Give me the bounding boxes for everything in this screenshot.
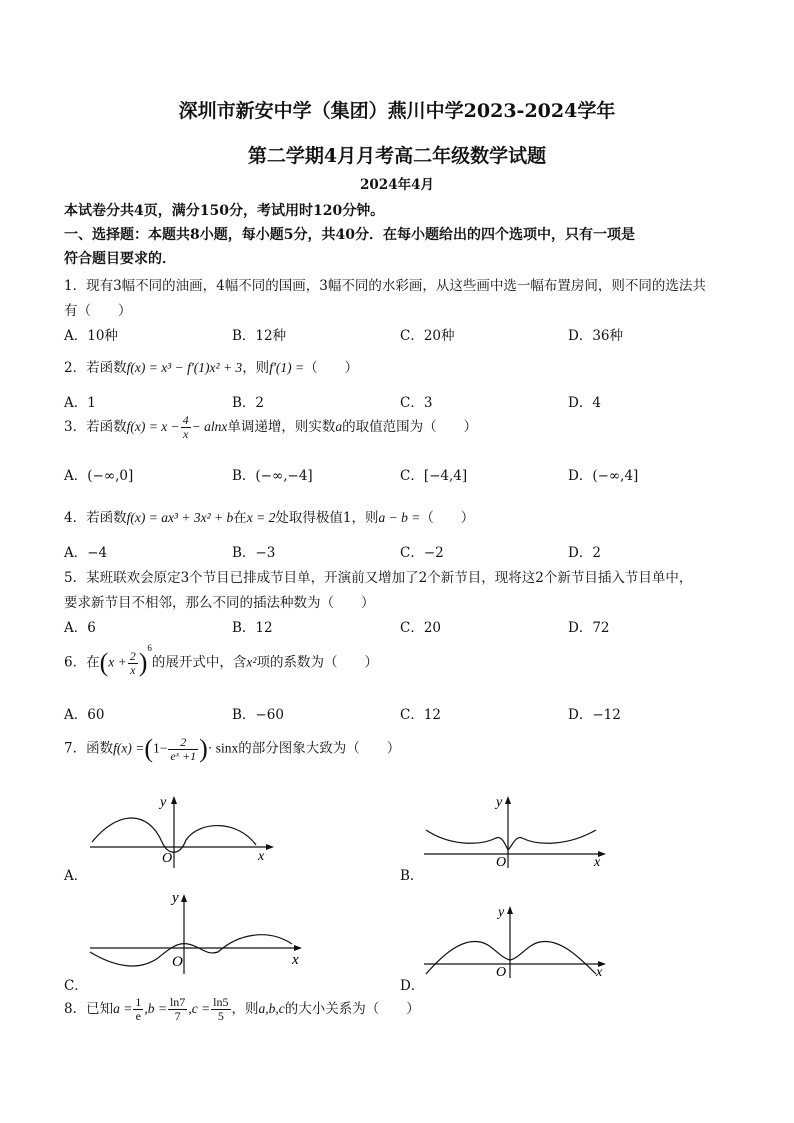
q7-frac-den: eˣ +1	[170, 748, 197, 763]
exam-date: 2024年4月	[360, 177, 434, 193]
q7-graph-c-y-label: y	[172, 890, 179, 906]
q4-option-d: D．2	[568, 545, 601, 561]
q6-option-b: B．−60	[232, 707, 284, 723]
q4-mid2: 处取得极值1，则	[275, 510, 379, 526]
q5-text-line2: 要求新节目不相邻，那么不同的插法种数为（ ）	[64, 595, 375, 611]
q6-term: x²	[246, 654, 257, 670]
q1-text-line1: 1．现有3幅不同的油画，4幅不同的国画，3幅不同的水彩画，从这些画中选一幅布置房间，则不同的选法共	[64, 278, 706, 294]
q3-suffix: 的取值范围为（ ）	[342, 419, 478, 435]
q3-mid: 单调递增，则实数	[227, 419, 336, 435]
q2-option-c: C．3	[400, 395, 433, 411]
q8-a-frac	[133, 996, 143, 1023]
q3-prefix: 3．若函数	[64, 419, 127, 435]
q8-prefix: 8．已知	[64, 1001, 114, 1017]
q5-option-a: A．6	[64, 620, 96, 636]
q7-graph-d-y-label: y	[498, 905, 505, 920]
q6-mid: 的展开式中，含	[151, 654, 247, 671]
q8-c-den: 5	[217, 1009, 224, 1023]
q8-b-eq: ,b =	[144, 1001, 167, 1016]
q6-suffix: 项的系数为（ ）	[256, 654, 378, 671]
q7-graph-b-x-label: x	[594, 855, 601, 870]
q3-f-left: f(x) = x −	[126, 419, 180, 434]
q8-vars: a,b,c	[258, 1001, 285, 1016]
q4-option-c: C．−2	[400, 545, 444, 561]
q6-option-c: C．12	[400, 707, 442, 723]
q1-option-d: D．36种	[568, 328, 624, 344]
q7-graph-c-x-label: x	[292, 952, 299, 968]
q7-label-a: A．	[64, 868, 88, 884]
q4-prefix: 4．若函数	[64, 510, 127, 526]
section1-heading-b: 符合题目要求的．	[64, 251, 176, 267]
q8-mid: ，则	[231, 1001, 259, 1017]
section1-heading-a: 一、选择题：本题共8小题，每小题5分，共40分．在每小题给出的四个选项中，只有一项是	[64, 227, 635, 243]
q3-option-c: C．[−4,4]	[400, 468, 468, 484]
q4-formula: f(x) = ax³ + 3x² + b	[126, 510, 234, 525]
q4-suffix: （ ）	[420, 510, 475, 526]
q8-a-eq: a =	[113, 1001, 133, 1016]
q4-cond: x = 2	[246, 510, 276, 525]
q4-ask: a − b =	[378, 510, 421, 525]
q4-option-a: A．−4	[64, 545, 108, 561]
q3-option-d: D．(−∞,4]	[568, 468, 639, 484]
q3-fraction	[181, 414, 191, 441]
q2-stem	[64, 356, 358, 376]
q2-prefix: 2．若函数	[64, 360, 127, 376]
q7-label-b: B．	[400, 868, 424, 884]
q6-inner: x +	[108, 654, 127, 670]
q6-frac-num: 2	[129, 648, 136, 663]
q7-prefix: 7．函数	[64, 740, 114, 757]
q7-graph-a-x-label: x	[258, 849, 265, 864]
exam-title-line2: 第二学期4月月考高二年级数学试题	[247, 145, 547, 167]
q3-option-b: B．(−∞,−4]	[232, 468, 313, 484]
q2-option-a: A．1	[64, 395, 96, 411]
q1-option-b: B．12种	[232, 328, 287, 344]
q4-stem	[64, 506, 474, 526]
q3-option-a: A．(−∞,0]	[64, 468, 134, 484]
q7-f-left: f(x) =	[113, 740, 145, 756]
q7-graph-b-origin: O	[496, 855, 507, 870]
q1-option-a: A．10种	[64, 328, 118, 344]
q3-frac-den: x	[183, 427, 189, 441]
q3-var: a	[335, 419, 343, 434]
q2-option-b: B．2	[232, 395, 265, 411]
q7-label-d: D．	[400, 978, 425, 994]
q8-b-num: ln7	[169, 995, 186, 1009]
q7-suffix: 的部分图象大致为（ ）	[238, 740, 401, 757]
q7-frac-num: 2	[168, 736, 198, 750]
exam-notice: 本试卷分共4页，满分150分，考试用时120分钟。	[64, 203, 385, 219]
q7-graph-d-origin: O	[496, 965, 507, 980]
q4-option-b: B．−3	[232, 545, 276, 561]
q3-f-right: − alnx	[191, 419, 228, 434]
q5-option-d: D．72	[568, 620, 610, 636]
q6-stem: 6．在(x + $\frac{2}{x}$ )$^6$的展开式中，含x²项的系数为（ ）	[64, 643, 378, 677]
q5-option-b: B．12	[232, 620, 273, 636]
q7-graph-b-y-label: y	[496, 795, 503, 810]
q3-stem	[64, 414, 477, 441]
q2-option-d: D．4	[568, 395, 601, 411]
q7-graph-c-origin: O	[172, 954, 183, 970]
q7-graph-a-y-label: y	[160, 795, 167, 810]
q8-c-frac	[211, 996, 230, 1023]
q8-a-den: e	[135, 1009, 141, 1023]
q8-b-den: 7	[174, 1009, 181, 1023]
q7-one-minus: 1−	[152, 740, 168, 756]
q7-graph-b	[420, 790, 610, 870]
q8-c-num: ln5	[213, 995, 229, 1009]
q7-label-c: C．	[64, 978, 88, 994]
q6-fraction	[128, 650, 138, 677]
q7-f-right: · sinx	[207, 740, 239, 756]
q8-stem	[64, 996, 420, 1023]
q3-frac-num: 4	[182, 413, 189, 427]
q1-option-c: C．20种	[400, 328, 455, 344]
q8-suffix: 的大小关系为（ ）	[284, 1001, 420, 1017]
q7-graph-d	[420, 900, 610, 980]
q7-graph-c	[88, 886, 308, 976]
q8-c-eq: ,c =	[188, 1001, 211, 1016]
q6-option-a: A．60	[64, 707, 105, 723]
q5-text-line1: 5．某班联欢会原定3个节目已排成节目单，开演前又增加了2个新节目，现将这2个新节目插入节目单中，	[64, 570, 693, 586]
q2-formula: f(x) = x³ − f′(1)x² + 3	[126, 360, 243, 375]
q7-stem: 7．函数f(x) =(1− $\frac{2}{\text{eˣ +1}}$ )· sinx的部分图象大致为（ ）	[64, 734, 401, 763]
exam-title-line1: 深圳市新安中学（集团）燕川中学2023-2024学年	[178, 100, 616, 122]
q8-b-frac	[168, 996, 187, 1023]
q7-graph-a-origin: O	[162, 851, 173, 866]
q5-option-c: C．20	[400, 620, 442, 636]
q2-mid: ，则	[242, 360, 270, 376]
q1-text-line2: 有（ ）	[64, 303, 132, 319]
q6-frac-den: x	[130, 662, 136, 677]
q7-graph-a	[88, 790, 278, 870]
q6-power: 6	[147, 643, 152, 653]
q6-prefix: 6．在	[64, 654, 100, 671]
q7-graph-d-x-label: x	[596, 965, 603, 980]
q7-fraction	[168, 736, 198, 763]
q8-a-num: 1	[135, 995, 142, 1009]
q6-option-d: D．−12	[568, 707, 621, 723]
q2-suffix: （ ）	[304, 360, 359, 376]
q2-ask: f′(1) =	[269, 360, 305, 375]
q4-mid1: 在	[233, 510, 247, 526]
